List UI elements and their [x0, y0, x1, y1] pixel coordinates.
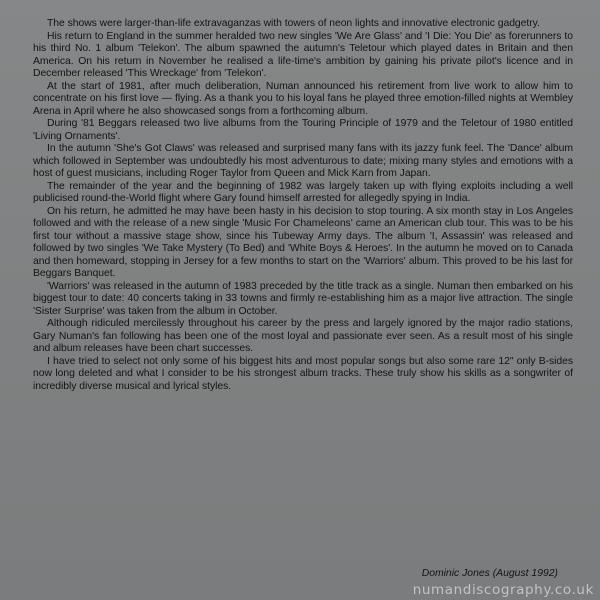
- liner-notes-text: [33, 18, 573, 393]
- paragraph-6: The remainder of the year and the beginning of 1982 was largely taken up with flying exploits including a well publicised round-the-World flight where Gary found himself arrested for allegedly spying in India.: [33, 180, 573, 204]
- paragraph-10: I have tried to select not only some of his biggest hits and most popular songs but also some rare 12" only B-sides now long deleted and what I consider to be his strongest album tracks. These truly show his skills as a songwriter of incredibly diverse musical and lyrical styles.: [33, 355, 573, 392]
- paragraph-1: The shows were larger-than-life extravaganzas with towers of neon lights and innovative electronic gadgetry.: [47, 18, 540, 29]
- author-signature: Dominic Jones (August 1992): [421, 568, 558, 579]
- paragraph-7: On his return, he admitted he may have been hasty in his decision to stop touring. A six month stay in Los Angeles followed and with the release of a new single 'Music For Chameleons' came an American club tour. This was to be his first tour without a massive stage show, since his Tubeway Army days. The album 'I, Assassin' was released and followed by two singles 'We Take Mystery (To Bed) and 'White Boys & Heroes'. In the autumn he moved on to Canada and then homeward, stopping in Jersey for a few months to start on the 'Warriors' album. This proved to be his last for Beggars Banquet.: [33, 205, 573, 279]
- paragraph-3: At the start of 1981, after much deliberation, Numan announced his retirement from live work to allow him to concentrate on his first love — flying. As a thank you to his loyal fans he played three emotion-filled nights at Wembley Arena in April where he also showcased songs from a forthcoming album.: [33, 80, 573, 117]
- paragraph-4: During '81 Beggars released two live albums from the Touring Principle of 1979 and the Teletour of 1980 entitled 'Living Ornaments'.: [33, 118, 573, 142]
- site-watermark: numandiscography.co.uk: [412, 582, 594, 598]
- paragraph-2: His return to England in the summer heralded two new singles 'We Are Glass' and 'I Die: You Die' as forerunners to his third No. 1 album 'Telekon'. The album spawned the autumn's Teletour which played dates in Britain and then America. On his return in November he realised a life-time's ambition by gaining his private pilot's licence and in December released 'This Wreckage' from 'Telekon'.: [33, 30, 573, 79]
- paragraph-9: Although ridiculed mercilessly throughout his career by the press and largely ignored by the major radio stations, Gary Numan's fan following has been one of the most loyal and passionate ever seen. As a result most of his single and album releases have been chart successes.: [33, 318, 573, 354]
- paragraph-8: 'Warriors' was released in the autumn of 1983 preceded by the title track as a single. Numan then embarked on his biggest tour to date: 40 concerts taking in 33 towns and firmly re-establishing him as a major live attraction. The single 'Sister Surprise' was taken from the album in October.: [33, 280, 573, 317]
- paragraph-5: In the autumn 'She's Got Claws' was released and surprised many fans with its jazzy funk feel. The 'Dance' album which followed in September was undoubtedly his most adventurous to date; mixing many styles and emotions with a host of guest musicians, including Roger Taylor from Queen and Mick Karn from Japan.: [33, 143, 573, 179]
